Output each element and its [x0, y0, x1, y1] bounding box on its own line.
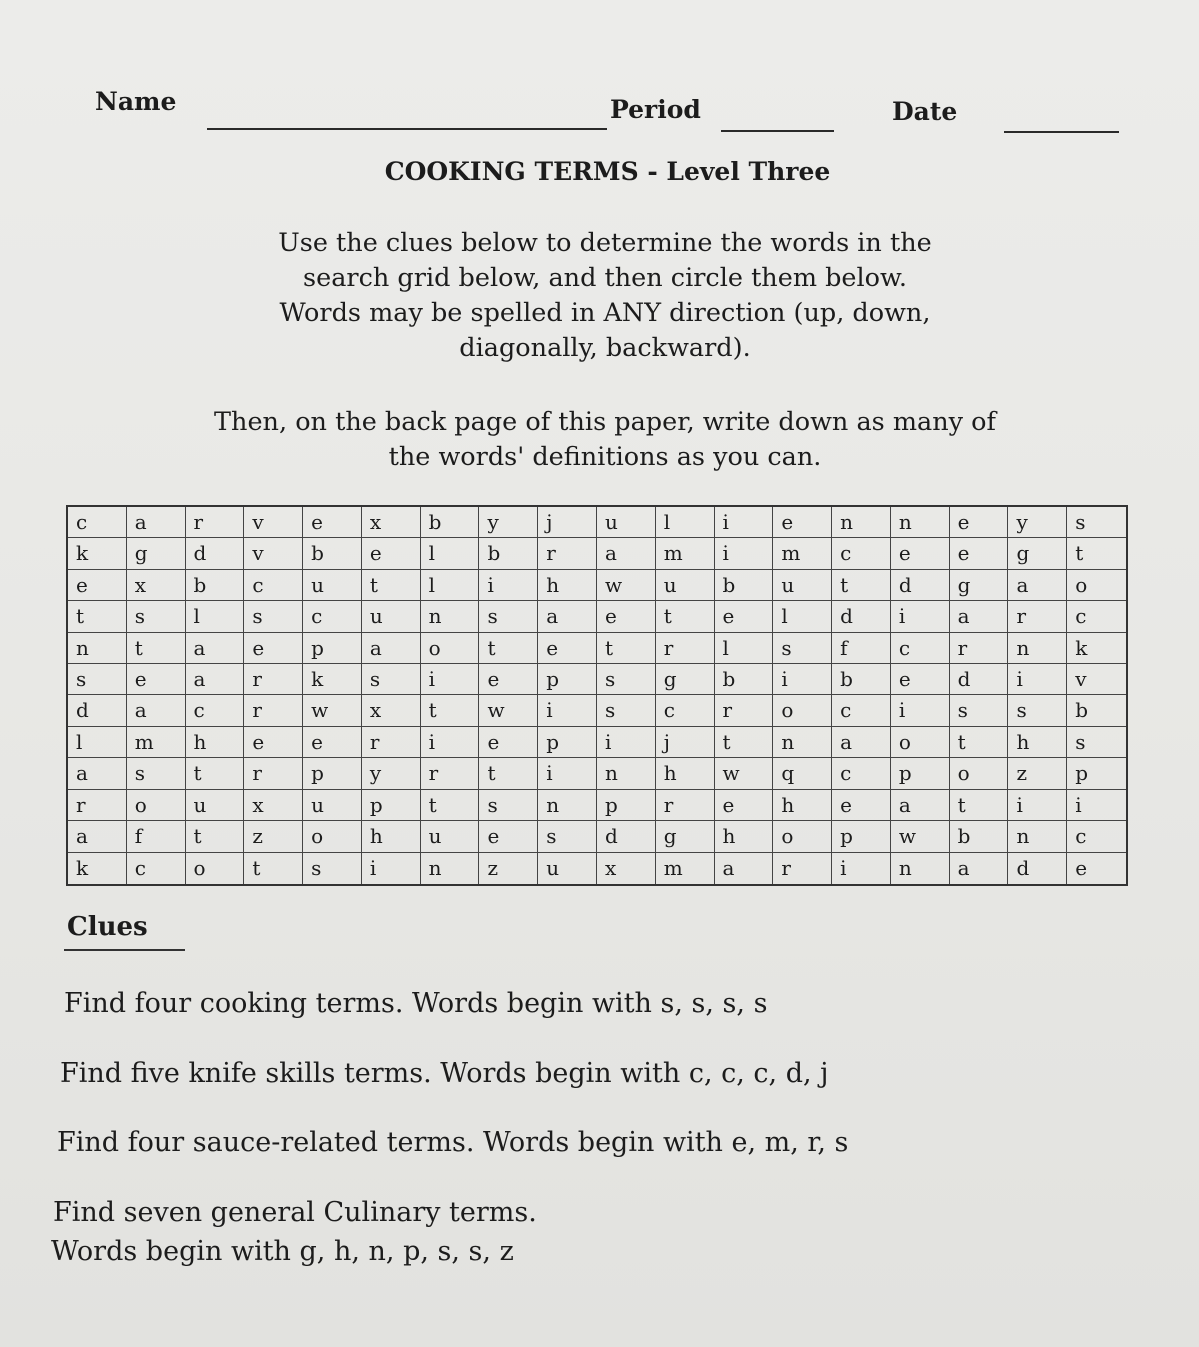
grid-cell[interactable]: t [68, 601, 127, 632]
grid-cell[interactable]: i [538, 758, 597, 789]
grid-cell[interactable]: p [538, 664, 597, 695]
grid-cell[interactable]: l [773, 601, 832, 632]
grid-cell[interactable]: j [538, 507, 597, 538]
grid-cell[interactable]: e [1075, 855, 1088, 880]
grid-cell[interactable]: w [715, 758, 774, 789]
grid-cell[interactable]: n [832, 507, 891, 538]
instruction-line: Then, on the back page of this paper, write down as many of [214, 407, 996, 437]
grid-cell[interactable]: o [303, 821, 362, 852]
grid-cell[interactable]: b [303, 538, 362, 569]
grid-cell[interactable]: e [832, 790, 891, 821]
grid-cell[interactable]: k [68, 853, 127, 884]
grid-cell[interactable]: e [597, 601, 656, 632]
grid-cell[interactable]: i [1067, 790, 1126, 821]
grid-cell[interactable]: s [950, 695, 1009, 726]
grid-cell[interactable]: i [597, 727, 656, 758]
grid-cell[interactable]: t [1067, 538, 1126, 569]
grid-cell[interactable]: a [186, 633, 245, 664]
grid-cell[interactable]: t [656, 601, 715, 632]
grid-cell[interactable]: b [832, 664, 891, 695]
worksheet-title: COOKING TERMS - Level Three [384, 157, 831, 186]
grid-cell[interactable]: i [715, 538, 774, 569]
grid-cell[interactable]: o [1067, 570, 1126, 601]
grid-cell[interactable]: t [421, 695, 480, 726]
grid-cell[interactable]: h [186, 727, 245, 758]
grid-cell[interactable]: f [832, 633, 891, 664]
grid-cell[interactable]: a [68, 821, 127, 852]
grid-cell[interactable]: u [362, 601, 421, 632]
grid-cell[interactable]: s [538, 821, 597, 852]
grid-cell[interactable]: c [832, 538, 891, 569]
grid-cell[interactable]: a [68, 758, 127, 789]
grid-cell[interactable]: r [715, 695, 774, 726]
grid-cell[interactable]: e [715, 790, 774, 821]
grid-cell[interactable]: n [68, 633, 127, 664]
grid-cell[interactable]: i [362, 853, 421, 884]
clue-general-terms-letters: Words begin with g, h, n, p, s, s, z [51, 1236, 514, 1267]
grid-cell[interactable]: s [1067, 727, 1126, 758]
grid-cell[interactable]: g [656, 821, 715, 852]
grid-cell[interactable]: c [1067, 601, 1126, 632]
grid-cell[interactable]: c [656, 695, 715, 726]
grid-cell[interactable]: d [597, 821, 656, 852]
grid-cell[interactable]: e [303, 727, 362, 758]
grid-cell[interactable]: t [597, 633, 656, 664]
grid-cell[interactable]: i [421, 727, 480, 758]
grid-cell[interactable]: a [832, 727, 891, 758]
grid-cell[interactable]: e [715, 601, 774, 632]
grid-cell[interactable]: p [303, 633, 362, 664]
grid-cell[interactable]: t [186, 758, 245, 789]
grid-cell[interactable]: n [773, 727, 832, 758]
grid-cell[interactable]: x [244, 790, 303, 821]
grid-cell[interactable]: r [244, 758, 303, 789]
grid-cell[interactable]: a [950, 601, 1009, 632]
grid-cell[interactable]: o [773, 695, 832, 726]
grid-cell[interactable]: l [421, 538, 480, 569]
grid-cell[interactable]: v [244, 507, 303, 538]
grid-cell[interactable]: g [656, 664, 715, 695]
grid-cell[interactable]: u [303, 790, 362, 821]
clues-underline [64, 949, 185, 951]
grid-cell[interactable]: e [479, 727, 538, 758]
grid-cell[interactable]: m [773, 538, 832, 569]
grid-cell[interactable]: e [362, 538, 421, 569]
grid-cell[interactable]: n [891, 507, 950, 538]
clue-general-terms: Find seven general Culinary terms. [53, 1197, 537, 1228]
grid-cell[interactable]: x [362, 507, 421, 538]
grid-cell[interactable]: c [832, 758, 891, 789]
grid-cell[interactable]: i [832, 853, 891, 884]
grid-cell[interactable]: k [1067, 633, 1126, 664]
grid-cell[interactable]: t [479, 758, 538, 789]
grid-cell[interactable]: r [68, 790, 127, 821]
grid-cell[interactable]: u [421, 821, 480, 852]
grid-cell[interactable]: e [950, 538, 1009, 569]
grid-cell[interactable]: a [597, 538, 656, 569]
grid-cell[interactable]: w [891, 821, 950, 852]
grid-cell[interactable]: p [362, 790, 421, 821]
grid-cell[interactable]: n [1008, 633, 1067, 664]
grid-cell[interactable]: c [832, 695, 891, 726]
grid-cell[interactable]: r [538, 538, 597, 569]
grid-cell[interactable]: k [303, 664, 362, 695]
grid-cell[interactable]: f [127, 821, 186, 852]
grid-cell[interactable]: r [362, 727, 421, 758]
period-blank-line[interactable] [721, 130, 834, 132]
grid-cell[interactable]: t [421, 790, 480, 821]
grid-cell[interactable]: a [127, 695, 186, 726]
grid-cell[interactable]: r [244, 664, 303, 695]
grid-cell[interactable]: t [832, 570, 891, 601]
grid-cell[interactable]: l [715, 633, 774, 664]
grid-cell[interactable]: a [891, 790, 950, 821]
grid-cell[interactable]: o [127, 790, 186, 821]
grid-cell[interactable]: m [656, 853, 715, 884]
grid-cell[interactable]: k [68, 538, 127, 569]
grid-cell[interactable]: l [656, 507, 715, 538]
grid-cell[interactable]: u [773, 570, 832, 601]
grid-cell[interactable]: e [479, 664, 538, 695]
grid-cell[interactable]: t [127, 633, 186, 664]
grid-cell[interactable]: b [479, 538, 538, 569]
grid-cell[interactable]: g [950, 570, 1009, 601]
grid-cell[interactable]: c [244, 570, 303, 601]
grid-cell[interactable]: e [891, 664, 950, 695]
grid-cell[interactable]: t [362, 570, 421, 601]
grid-cell[interactable]: a [950, 853, 1009, 884]
grid-cell[interactable]: x [597, 853, 656, 884]
grid-cell[interactable]: h [1008, 727, 1067, 758]
grid-cell[interactable]: d [891, 570, 950, 601]
grid-cell[interactable]: t [715, 727, 774, 758]
grid-cell[interactable]: u [656, 570, 715, 601]
grid-cell[interactable]: e [303, 507, 362, 538]
clue-sauce-terms: Find four sauce-related terms. Words begin with e, m, r, s [57, 1127, 849, 1158]
word-search-grid [66, 505, 1128, 886]
grid-cell[interactable]: a [362, 633, 421, 664]
grid-cell[interactable]: q [773, 758, 832, 789]
instruction-line: search grid below, and then circle them below. [303, 263, 907, 293]
grid-cell[interactable]: s [127, 601, 186, 632]
clues-heading: Clues [67, 912, 148, 942]
grid-cell[interactable]: n [1008, 821, 1067, 852]
grid-cell[interactable]: j [656, 727, 715, 758]
grid-cell[interactable]: s [303, 853, 362, 884]
grid-cell[interactable]: n [597, 758, 656, 789]
grid-cell[interactable]: s [479, 601, 538, 632]
date-blank-line[interactable] [1004, 131, 1119, 133]
grid-cell[interactable]: z [244, 821, 303, 852]
grid-cell[interactable]: p [1067, 758, 1126, 789]
grid-cell[interactable]: e [773, 507, 832, 538]
grid-cell[interactable]: l [421, 570, 480, 601]
grid-cell[interactable]: a [1008, 570, 1067, 601]
grid-cell[interactable]: s [362, 664, 421, 695]
grid-cell[interactable]: b [950, 821, 1009, 852]
grid-cell[interactable]: r [421, 758, 480, 789]
grid-cell[interactable]: o [950, 758, 1009, 789]
grid-cell[interactable]: s [68, 664, 127, 695]
grid-cell[interactable]: s [127, 758, 186, 789]
grid-cell[interactable]: x [127, 570, 186, 601]
grid-cell[interactable]: c [186, 695, 245, 726]
grid-cell[interactable]: s [597, 695, 656, 726]
grid-cell[interactable]: t [950, 790, 1009, 821]
period-label: Period [610, 95, 701, 124]
grid-cell[interactable]: m [656, 538, 715, 569]
grid-cell[interactable]: y [479, 507, 538, 538]
clue-knife-skills: Find five knife skills terms. Words begin with c, c, c, d, j [60, 1058, 829, 1089]
grid-cell[interactable]: o [773, 821, 832, 852]
grid-cell[interactable]: z [1008, 758, 1067, 789]
instruction-line: the words' definitions as you can. [388, 442, 822, 472]
grid-cell[interactable]: i [538, 695, 597, 726]
grid-cell[interactable]: n [421, 853, 480, 884]
grid-cell[interactable]: u [597, 507, 656, 538]
grid-cell[interactable]: e [68, 570, 127, 601]
grid-cell[interactable]: i [715, 507, 774, 538]
grid-cell[interactable]: s [479, 790, 538, 821]
grid-cell[interactable]: c [127, 853, 186, 884]
grid-cell[interactable]: b [1067, 695, 1126, 726]
grid-cell[interactable]: y [362, 758, 421, 789]
grid-cell[interactable]: n [891, 853, 950, 884]
grid-cell[interactable]: t [479, 633, 538, 664]
grid-cell[interactable]: v [1067, 664, 1126, 695]
instruction-line: Words may be spelled in ANY direction (up, down, [279, 298, 931, 328]
grid-cell[interactable]: c [1067, 821, 1126, 852]
grid-cell[interactable]: h [362, 821, 421, 852]
grid-cell[interactable]: p [832, 821, 891, 852]
grid-cell[interactable]: b [421, 507, 480, 538]
grid-cell[interactable]: h [715, 821, 774, 852]
grid-cell[interactable]: o [421, 633, 480, 664]
grid-cell[interactable]: t [186, 821, 245, 852]
grid-cell[interactable]: o [186, 853, 245, 884]
grid-cell[interactable]: p [597, 790, 656, 821]
back-page-instructions [140, 405, 1070, 475]
grid-cell[interactable]: s [597, 664, 656, 695]
grid-cell[interactable]: y [1008, 507, 1067, 538]
grid-cell[interactable]: e [950, 507, 1009, 538]
grid-cell[interactable]: c [68, 507, 127, 538]
grid-cell[interactable]: r [950, 633, 1009, 664]
grid-cell[interactable]: i [891, 695, 950, 726]
grid-cell[interactable]: x [362, 695, 421, 726]
grid-cell[interactable]: r [773, 853, 832, 884]
grid-cell[interactable]: r [656, 633, 715, 664]
clue-cooking-terms: Find four cooking terms. Words begin with s, s, s, s [64, 988, 768, 1019]
grid-cell[interactable]: g [127, 538, 186, 569]
grid-cell[interactable]: w [479, 695, 538, 726]
grid-cell[interactable]: w [303, 695, 362, 726]
grid-cell[interactable]: r [244, 695, 303, 726]
grid-cell[interactable]: n [538, 790, 597, 821]
grid-cell[interactable]: a [715, 853, 774, 884]
grid-cell[interactable]: d [1008, 853, 1067, 884]
grid-cell[interactable]: l [68, 727, 127, 758]
grid-cell[interactable]: e [244, 633, 303, 664]
grid-cell[interactable]: a [186, 664, 245, 695]
grid-cell[interactable]: p [891, 758, 950, 789]
grid-cell[interactable]: c [303, 601, 362, 632]
grid-cell[interactable]: i [421, 664, 480, 695]
grid-cell[interactable]: h [656, 758, 715, 789]
grid-cell[interactable]: s [773, 633, 832, 664]
grid-cell[interactable]: e [891, 538, 950, 569]
grid-cell[interactable]: g [1008, 538, 1067, 569]
instruction-line: diagonally, backward). [459, 333, 751, 363]
grid-cell[interactable]: p [538, 727, 597, 758]
grid-cell[interactable]: d [832, 601, 891, 632]
grid-cell[interactable]: t [244, 853, 303, 884]
grid-cell[interactable]: v [244, 538, 303, 569]
grid-cell[interactable]: s [1008, 695, 1067, 726]
grid-cell[interactable]: a [538, 601, 597, 632]
grid-cell[interactable]: r [656, 790, 715, 821]
grid-cell[interactable]: i [479, 570, 538, 601]
grid-cell[interactable]: s [244, 601, 303, 632]
grid-cell[interactable]: e [127, 664, 186, 695]
grid-cell[interactable]: s [1067, 507, 1126, 538]
instructions-paragraph [200, 226, 1010, 366]
grid-cell[interactable]: p [303, 758, 362, 789]
grid-cell[interactable]: d [950, 664, 1009, 695]
grid-cell[interactable]: r [186, 507, 245, 538]
grid-cell[interactable]: e [479, 821, 538, 852]
grid-cell[interactable]: d [186, 538, 245, 569]
grid-cell[interactable]: r [1008, 601, 1067, 632]
name-blank-line[interactable] [207, 128, 607, 130]
grid-cell[interactable]: z [479, 853, 538, 884]
grid-cell[interactable]: h [773, 790, 832, 821]
grid-cell[interactable]: i [773, 664, 832, 695]
grid-cell[interactable]: b [715, 570, 774, 601]
grid-cell[interactable]: l [186, 601, 245, 632]
grid-cell[interactable]: u [303, 570, 362, 601]
grid-cell[interactable]: o [891, 727, 950, 758]
grid-cell[interactable]: u [186, 790, 245, 821]
name-label: Name [95, 87, 177, 116]
grid-cell[interactable]: i [1008, 664, 1067, 695]
grid-cell[interactable]: d [68, 695, 127, 726]
grid-cell[interactable]: c [891, 633, 950, 664]
grid-cell[interactable]: t [950, 727, 1009, 758]
grid-cell[interactable]: b [715, 664, 774, 695]
grid-cell[interactable]: u [538, 853, 597, 884]
grid-cell[interactable]: i [1008, 790, 1067, 821]
grid-cell[interactable]: w [597, 570, 656, 601]
grid-cell[interactable]: n [421, 601, 480, 632]
instruction-line: Use the clues below to determine the words in the [278, 228, 932, 258]
date-label: Date [892, 97, 958, 126]
grid-cell[interactable]: h [538, 570, 597, 601]
grid-cell[interactable]: e [538, 633, 597, 664]
grid-cell[interactable]: i [891, 601, 950, 632]
grid-cell[interactable]: e [244, 727, 303, 758]
grid-cell[interactable]: a [127, 507, 186, 538]
grid-cell[interactable]: b [186, 570, 245, 601]
grid-cell[interactable]: m [127, 727, 186, 758]
